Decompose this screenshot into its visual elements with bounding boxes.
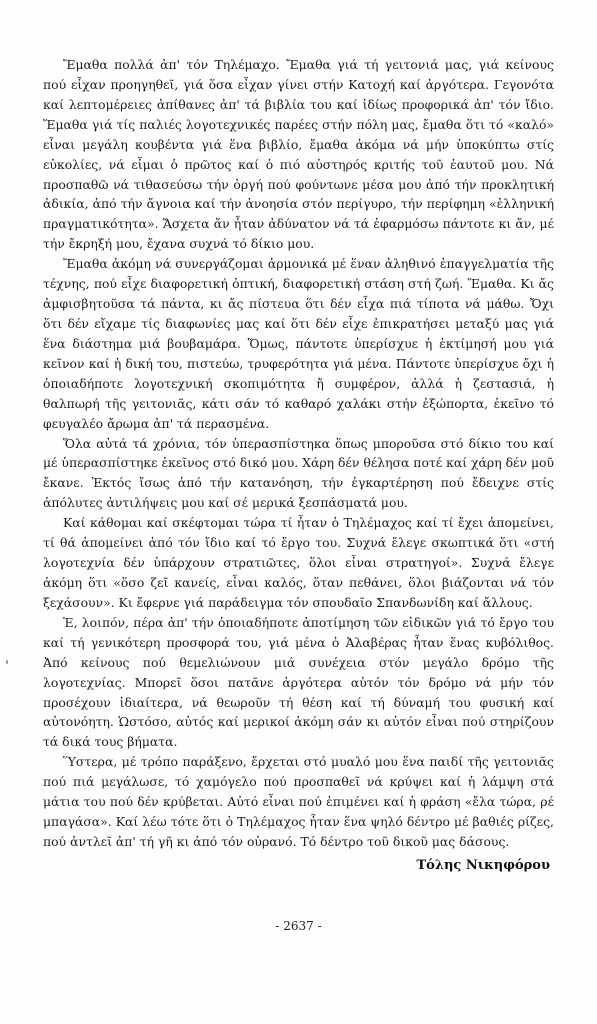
article-body <box>43 55 554 852</box>
paragraph: Καί κάθομαι καί σκέφτομαι τώρα τί ἦταν ὁ Τηλέμαχος καί τί ἔχει ἀπομείνει, τί θά ἀπομείνει ἀπό τόν ἴδιο καί τό ἔργο του. Συχνά ἔλεγε σκωπτικά ὅτι «στή λογοτεχνία δέν ὑπάρχουν στρατιῶτες, ὅλοι εἶναι στρατηγοί». Συχνά ἔλεγε ἀκόμη ὅτι «ὅσο ζεῖ κανείς, εἶναι καλός, ὅταν πεθάνει, ὅλοι βιάζονται νά τόν ξεχάσουν». Κι ἔφερνε γιά παράδειγμα τόν σπουδαῖο Σπανδωνίδη καί ἄλλους. <box>43 515 554 610</box>
paragraph: Ἔμαθα πολλά ἀπ' τόν Τηλέμαχο. Ἔμαθα γιά τή γειτονιά μας, γιά κείνους πού εἶχαν προηγηθεῖ, γιά ὅσα εἶχαν γίνει στήν Κατοχή καί ἀργότερα. Γεγονότα καί λεπτομέρειες ἀπίθανες ἀπ' τά βιβλία του καί ἰδίως προφορικά ἀπ' τόν ἴδιο. Ἔμαθα γιά τίς παλιές λογοτεχνικές παρέες στήν πόλη μας, ἔμαθα ὅτι τό «καλό» εἶναι μεγάλη κουβέντα γιά ἕνα βιβλίο, ἔμαθα ἀκόμα νά μήν ὑποκύπτω στίς εὐκολίες, νά εἶμαι ὁ πρῶτος καί ὁ πιό αὐστηρός κριτής τοῦ ἑαυτοῦ μου. Νά προσπαθῶ νά τιθασεύσω τήν ὀργή πού φούντωνε μέσα μου ἀπό τήν προκλητική ἀδικία, ἀπό τήν ἄγνοια καί τήν ἀνοησία στόν περίγυρο, τήν περίφημη «ἑλληνική πραγματικότητα». Ἄσχετα ἄν ἦταν ἀδύνατον νά τά ἐφαρμόσω πάντοτε κι ἄν, μέ τήν ἔκρηξή μου, ἔχανα συχνά τό δίκιο μου. <box>43 57 554 252</box>
scan-speck <box>6 660 8 664</box>
paragraph: Ὅλα αὐτά τά χρόνια, τόν ὑπερασπίστηκα ὅπως μποροῦσα στό δίκιο του καί μέ ὑπερασπίστηκε ἐκεῖνος στό δικό μου. Χάρη δέν θέλησα ποτέ καί χάρη δέν μοῦ ἔκανε. Ἐκτός ἴσως ἀπό τήν κατανόηση, τήν ἐγκαρτέρηση πού ἔδειχνε στίς ἀπόλυτες ἀντιλήψεις μου καί σέ μερικά ξεσπάσματά μου. <box>43 435 554 511</box>
paragraph: Ὕστερα, μέ τρόπο παράξενο, ἔρχεται στό μυαλό μου ἕνα παιδί τῆς γειτονιᾶς πού πιά μεγάλωσε, τό χαμόγελο πού προσπαθεῖ νά κρύψει καί ἡ λάμψη στά μάτια του πού δέν κρύβεται. Αὐτό εἶναι πού ἐπιμένει καί ἡ φράση «ἔλα τώρα, ρέ μπαγάσα». Καί λέω τότε ὅτι ὁ Τηλέμαχος ἦταν ἕνα ψηλό δέντρο μέ βαθιές ρίζες, πού ἀντλεῖ ἀπ' τή γῆ κι ἀπό τόν οὐρανό. Τό δέντρο τοῦ δικοῦ μας δάσους. <box>43 754 554 849</box>
paragraph: Ἐ, λοιπόν, πέρα ἀπ' τήν ὁποιαδήποτε ἀποτίμηση τῶν εἰδικῶν γιά τό ἔργο του καί τή γενικότερη προσφορά του, γιά μένα ὁ Ἀλαβέρας ἦταν ἕνας κυβόλιθος. Ἀπό κείνους πού θεμελιώνουν μιά συνέχεια στόν μεγάλο δρόμο τῆς λογοτεχνίας. Μπορεῖ ὅσοι πατᾶνε ἀργότερα αὐτόν τόν δρόμο νά μήν τόν προσέχουν ἰδιαίτερα, νά θεωροῦν τή θέση καί τή δύναμή του φυσική καί αὐτονόητη. Ὡστόσο, αὐτός καί μερικοί ἀκόμη σάν κι αὐτόν εἶναι πού στηρίζουν τά δικά τους βήματα. <box>43 614 554 750</box>
paragraph: Ἔμαθα ἀκόμη νά συνεργάζομαι ἁρμονικά μέ ἕναν ἀληθινό ἐπαγγελματία τῆς τέχνης, πού εἶχε διαφορετική ὀπτική, διαφορετική στάση στή ζωή. Ἔμαθα. Κι ἄς ἀμφισβητοῦσα τά πάντα, κι ἄς πίστευα ὅτι δέν εἶχα πιά τίποτα νά μάθω. Ὄχι ὅτι δέν εἴχαμε τίς διαφωνίες μας καί ὅτι δέν εἶχε ἐπικρατήσει μεταξύ μας γιά ἕνα διάστημα μιά βουβαμάρα. Ὅμως, πάντοτε ὑπερίσχυε ἡ ἐκτίμησή μου γιά κεῖνον καί ἡ δική του, πιστεύω, τρυφερότητα γιά μένα. Πάντοτε ὑπερίσχυε ὄχι ἡ ὁποιαδήποτε λογοτεχνική σκοπιμότητα ἤ συμφέρον, ἀλλά ἡ ζεστασιά, ἡ θαλπωρή τῆς γειτονιᾶς, κάτι σάν τό καθαρό χαλάκι στήν ἐξώπορτα, ἐκεῖνο τό φευγαλέο ἄρωμα ἀπ' τά περασμένα. <box>43 256 554 431</box>
page-number: - 2637 - <box>275 919 322 933</box>
author-signature: Τόλης Νικηφόρου <box>416 858 550 873</box>
